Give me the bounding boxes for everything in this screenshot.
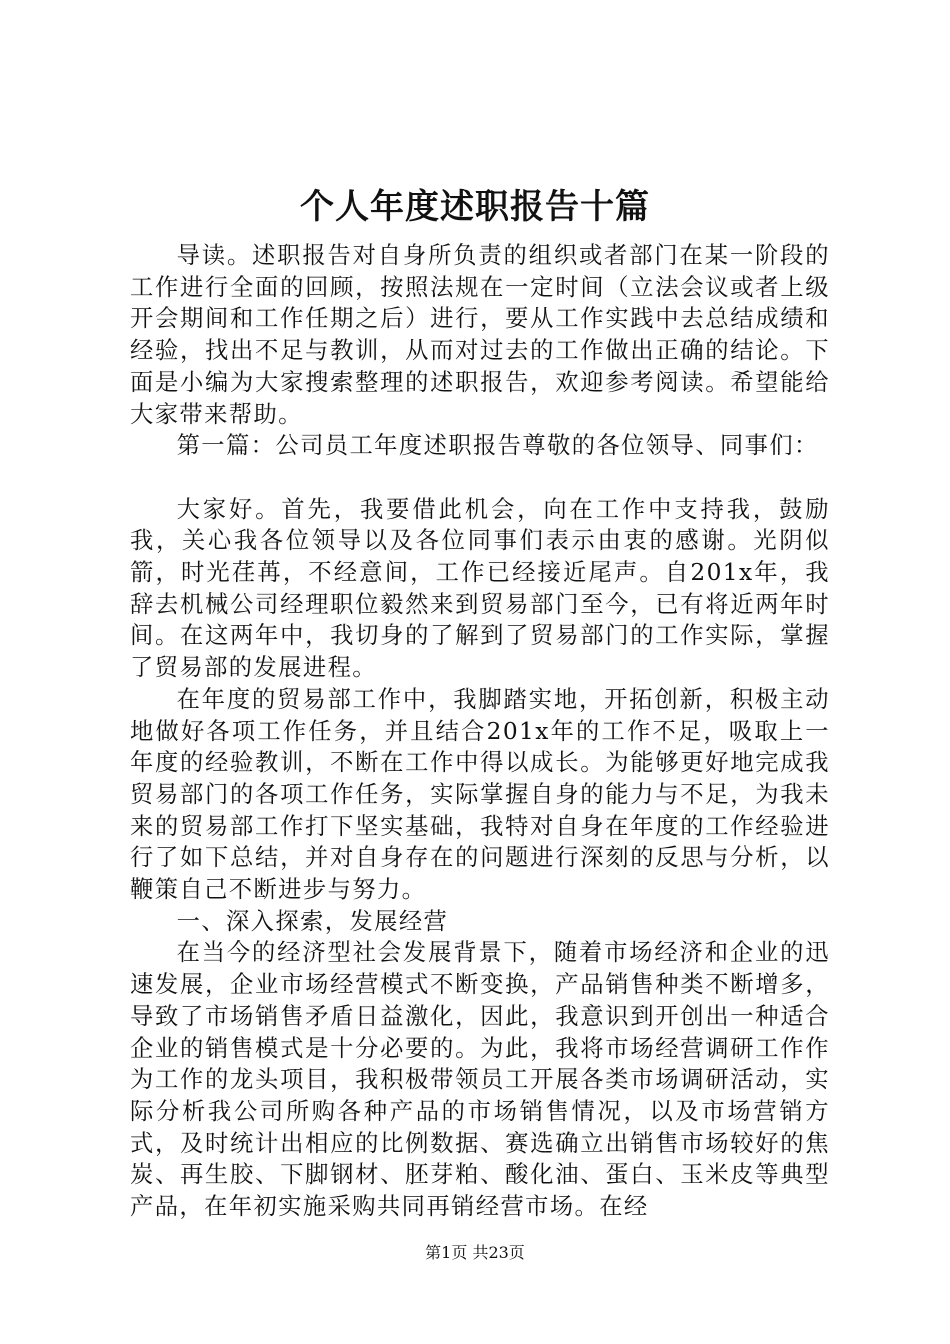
- blank-line: [130, 462, 830, 494]
- paragraph-greeting: 大家好。首先，我要借此机会，向在工作中支持我，鼓励我，关心我各位领导以及各位同事们表示由衷的感谢。光阴似箭，时光荏苒，不经意间，工作已经接近尾声。自201x年，我辞去机械公司经理职位毅然来到贸易部门至今，已有将近两年时间。在这两年中，我切身的了解到了贸易部门的工作实际，掌握了贸易部的发展进程。: [130, 495, 830, 682]
- paragraph-summary: 在年度的贸易部工作中，我脚踏实地，开拓创新，积极主动地做好各项工作任务，并且结合201x年的工作不足，吸取上一年度的经验教训，不断在工作中得以成长。为能够更好地完成我贸易部门的各项工作任务，实际掌握自身的能力与不足，为我未来的贸易部工作打下坚实基础，我特对自身在年度的工作经验进行了如下总结，并对自身存在的问题进行深刻的反思与分析，以鞭策自己不断进步与努力。: [130, 685, 830, 904]
- page-footer: 第1页 共23页: [425, 1243, 525, 1262]
- document-title: 个人年度述职报告十篇: [300, 187, 650, 227]
- section-heading: 一、深入探索，发展经营: [176, 907, 449, 935]
- document-body: [130, 240, 830, 1223]
- paragraph-intro: 导读。述职报告对自身所负责的组织或者部门在某一阶段的工作进行全面的回顾，按照法规在一定时间（立法会议或者上级开会期间和工作任期之后）进行，要从工作实践中去总结成绩和经验，找出不足与教训，从而对过去的工作做出正确的结论。下面是小编为大家搜索整理的述职报告，欢迎参考阅读。希望能给大家带来帮助。: [130, 242, 830, 428]
- paragraph-market: 在当今的经济型社会发展背景下，随着市场经济和企业的迅速发展，企业市场经营模式不断变换，产品销售种类不断增多，导致了市场销售矛盾日益激化，因此，我意识到开创出一种适合企业的销售模式是十分必要的。为此，我将市场经营调研工作作为工作的龙头项目，我积极带领员工开展各类市场调研活动，实际分析我公司所购各种产品的市场销售情况，以及市场营销方式，及时统计出相应的比例数据、赛选确立出销售市场较好的焦炭、再生胶、下脚钢材、胚芽粕、酸化油、蛋白、玉米皮等典型产品，在年初实施采购共同再销经营市场。在经: [130, 939, 830, 1221]
- paragraph-chapter-heading: 第一篇：公司员工年度述职报告尊敬的各位领导、同事们：: [176, 432, 819, 460]
